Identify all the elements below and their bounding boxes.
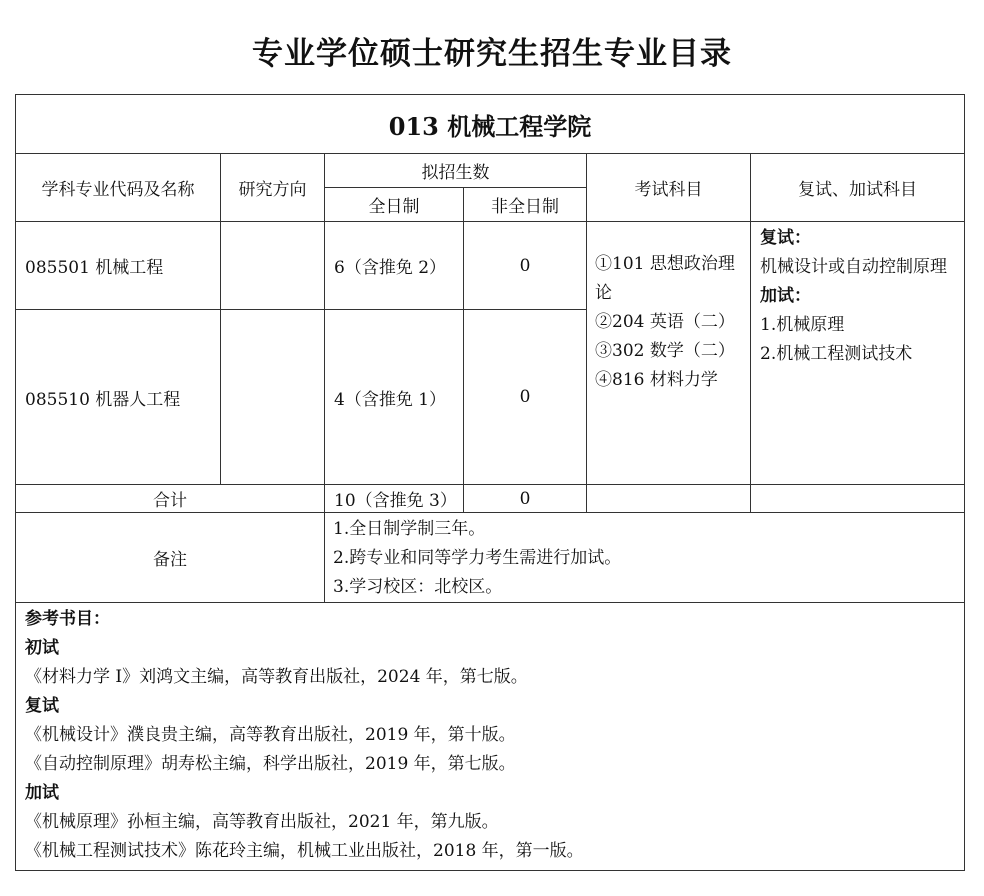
row-direction <box>221 310 325 485</box>
total-label: 合计 <box>16 485 325 513</box>
reference-item: 《机械原理》孙桓主编，高等教育出版社，2021 年，第九版。 <box>25 812 499 832</box>
header-direction: 研究方向 <box>221 154 325 222</box>
reference-item: 《机械工程测试技术》陈花玲主编，机械工业出版社，2018 年，第一版。 <box>25 841 584 861</box>
header-quota: 拟招生数 <box>325 154 587 188</box>
retest-text: 机械设计或自动控制原理 <box>760 257 947 277</box>
page-title: 专业学位硕士研究生招生专业目录 <box>252 36 732 72</box>
references-row <box>16 603 965 871</box>
catalog-table <box>15 94 965 871</box>
retest-subjects <box>751 222 965 485</box>
header-retest: 复试、加试科目 <box>751 154 965 222</box>
row-code-name: 085510 机器人工程 <box>16 310 221 485</box>
header-parttime: 非全日制 <box>464 188 587 222</box>
header-code-name: 学科专业代码及名称 <box>16 154 221 222</box>
header-fulltime: 全日制 <box>325 188 464 222</box>
row-direction <box>221 222 325 310</box>
remark-item: 2.跨专业和同等学力考生需进行加试。 <box>333 548 622 568</box>
exam-subject: ③302 数学（二） <box>595 341 735 361</box>
row-code-name: 085501 机械工程 <box>16 222 221 310</box>
extra-item: 2.机械工程测试技术 <box>760 344 913 364</box>
total-row <box>16 485 965 513</box>
references-retest-label: 复试 <box>25 696 59 716</box>
header-exam: 考试科目 <box>587 154 751 222</box>
retest-label: 复试： <box>760 228 811 248</box>
extra-item: 1.机械原理 <box>760 315 845 335</box>
remark-item: 3.学习校区：北校区。 <box>333 577 503 597</box>
exam-subjects <box>587 222 751 485</box>
reference-item: 《机械设计》濮良贵主编，高等教育出版社，2019 年，第十版。 <box>25 725 516 745</box>
references-label: 参考书目： <box>25 609 110 629</box>
remarks-list <box>325 513 965 603</box>
total-fulltime: 10（含推免 3） <box>325 485 464 513</box>
references <box>16 603 965 871</box>
row-parttime: 0 <box>464 310 587 485</box>
row-parttime: 0 <box>464 222 587 310</box>
college-title: 013 机械工程学院 <box>16 95 965 154</box>
row-fulltime: 4（含推免 1） <box>325 310 464 485</box>
remarks-row <box>16 513 965 603</box>
table-row <box>16 222 965 310</box>
references-extra-label: 加试 <box>25 783 59 803</box>
row-fulltime: 6（含推免 2） <box>325 222 464 310</box>
remarks-label: 备注 <box>16 513 325 603</box>
remark-item: 1.全日制学制三年。 <box>333 519 486 539</box>
extra-label: 加试： <box>760 286 811 306</box>
exam-subject: ④816 材料力学 <box>595 370 718 390</box>
exam-subject: ①101 思想政治理论 <box>595 254 735 303</box>
exam-subject: ②204 英语（二） <box>595 312 735 332</box>
reference-item: 《材料力学 I》刘鸿文主编，高等教育出版社，2024 年，第七版。 <box>25 667 528 687</box>
references-initial-label: 初试 <box>25 638 59 658</box>
reference-item: 《自动控制原理》胡寿松主编，科学出版社，2019 年，第七版。 <box>25 754 516 774</box>
total-parttime: 0 <box>464 485 587 513</box>
